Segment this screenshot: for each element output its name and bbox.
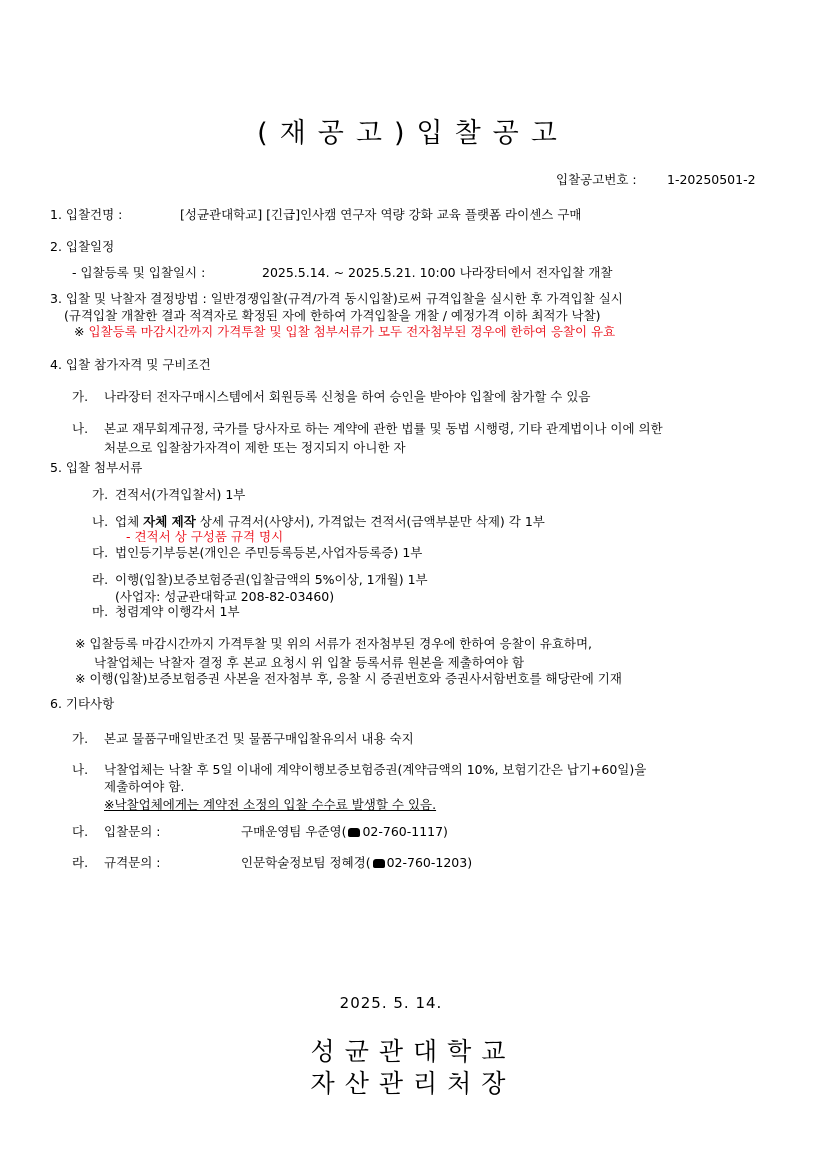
section-6-b1: 낙찰업체는 낙찰 후 5일 이내에 계약이행보증보험증권(계약금액의 10%, 보험기간은 납기+60일)을: [104, 762, 647, 777]
section-2-line-label: - 입찰등록 및 입찰일시 :: [72, 265, 206, 280]
section-6-b-mark: 나.: [72, 762, 89, 777]
section-6-d-value: 인문학술정보팀 정혜경( 02-760-1203): [241, 855, 473, 870]
section-3-red-note: 입찰등록 마감시간까지 가격투찰 및 입찰 첨부서류가 모두 전자첨부된 경우에 한하여 응찰이 유효: [88, 324, 616, 339]
section-1-label: 1. 입찰건명 :: [50, 207, 123, 222]
section-6-a-mark: 가.: [72, 731, 89, 746]
section-5-d-mark: 라.: [92, 572, 109, 587]
section-4-a-mark: 가.: [72, 389, 89, 404]
section-5-d: 이행(입찰)보증보험증권(입찰금액의 5%이상, 1개월) 1부: [115, 572, 428, 587]
org-name: 성균관대학교: [310, 1037, 516, 1066]
section-2-label: 2. 입찰일정: [50, 239, 115, 254]
section-6-label: 6. 기타사항: [50, 696, 115, 711]
section-6-c-value: 구매운영팀 우준영( 02-760-1117): [241, 824, 448, 839]
section-6-d-mark: 라.: [72, 855, 89, 870]
section-4-b1: 본교 재무회계규정, 국가를 당사자로 하는 계약에 관한 법률 및 동법 시행령, 기타 관계법이나 이에 의한: [104, 421, 663, 436]
section-5-note-1: ※ 입찰등록 마감시간까지 가격투찰 및 위의 서류가 전자첨부된 경우에 한하여 응찰이 유효하며,: [75, 636, 593, 651]
section-4-b2: 처분으로 입찰참가자격이 제한 또는 정지되지 아니한 자: [104, 440, 406, 455]
notice-number-label: 입찰공고번호 :: [556, 172, 637, 187]
phone-icon: [373, 859, 385, 868]
section-6-a: 본교 물품구매일반조건 및 물품구매입찰유의서 내용 숙지: [104, 731, 414, 746]
section-5-c-mark: 다.: [92, 545, 109, 560]
bold-text: 자체 제작: [143, 514, 196, 529]
section-5-b-mark: 나.: [92, 514, 109, 529]
section-4-label: 4. 입찰 참가자격 및 구비조건: [50, 357, 211, 372]
section-5-d-note: (사업자: 성균관대학교 208-82-03460): [115, 589, 335, 604]
notice-number: 1-20250501-2: [667, 172, 756, 187]
section-5-a: 견적서(가격입찰서) 1부: [115, 487, 246, 502]
section-4-b-mark: 나.: [72, 421, 89, 436]
section-5-e-mark: 마.: [92, 604, 109, 619]
org-office: 자산관리처장: [310, 1069, 516, 1098]
section-6-c-mark: 다.: [72, 824, 89, 839]
issue-date: 2025. 5. 14.: [339, 994, 443, 1012]
section-3-line3: [74, 325, 615, 339]
section-5-b-note: - 견적서 상 구성품 규격 명시: [126, 529, 284, 544]
section-1-value: [성균관대학교] [긴급]인사캠 연구자 역량 강화 교육 플랫폼 라이센스 구매: [180, 207, 582, 222]
section-5-b: 업체 자체 제작 상세 규격서(사양서), 가격없는 견적서(금액부분만 삭제) 각 1부: [115, 514, 545, 529]
note-mark: ※: [74, 324, 85, 339]
section-5-a-mark: 가.: [92, 487, 109, 502]
phone-icon: [348, 828, 360, 837]
section-6-c-label: 입찰문의 :: [104, 824, 161, 839]
page-title: (재공고)입찰공고: [257, 118, 569, 149]
section-3-line2: (규격입찰 개찰한 결과 적격자로 확정된 자에 한하여 가격입찰을 개찰 / 예정가격 이하 최적가 낙찰): [64, 308, 601, 323]
section-5-note-2: ※ 이행(입찰)보증보험증권 사본을 전자첨부 후, 응찰 시 증권번호와 증권사서함번호를 해당란에 기재: [75, 671, 622, 686]
section-5-note-1b: 낙찰업체는 낙찰자 결정 후 본교 요청시 위 입찰 등록서류 원본을 제출하여야 함: [94, 655, 525, 670]
section-6-d-label: 규격문의 :: [104, 855, 161, 870]
section-6-b2: 제출하여야 함.: [104, 779, 185, 794]
section-2-line-value: 2025.5.14. ~ 2025.5.21. 10:00 나라장터에서 전자입찰 개찰: [262, 265, 613, 280]
section-4-a: 나라장터 전자구매시스템에서 회원등록 신청을 하여 승인을 받아야 입찰에 참가할 수 있음: [104, 389, 591, 404]
section-5-c: 법인등기부등본(개인은 주민등록등본,사업자등록증) 1부: [115, 545, 423, 560]
section-5-e: 청렴계약 이행각서 1부: [115, 604, 240, 619]
section-6-b3: ※낙찰업체에게는 계약전 소정의 입찰 수수료 발생할 수 있음.: [104, 797, 437, 812]
section-5-label: 5. 입찰 첨부서류: [50, 460, 143, 475]
section-3-line1: 3. 입찰 및 낙찰자 결정방법 : 일반경쟁입찰(규격/가격 동시입찰)로써 규격입찰을 실시한 후 가격입찰 실시: [50, 291, 623, 306]
